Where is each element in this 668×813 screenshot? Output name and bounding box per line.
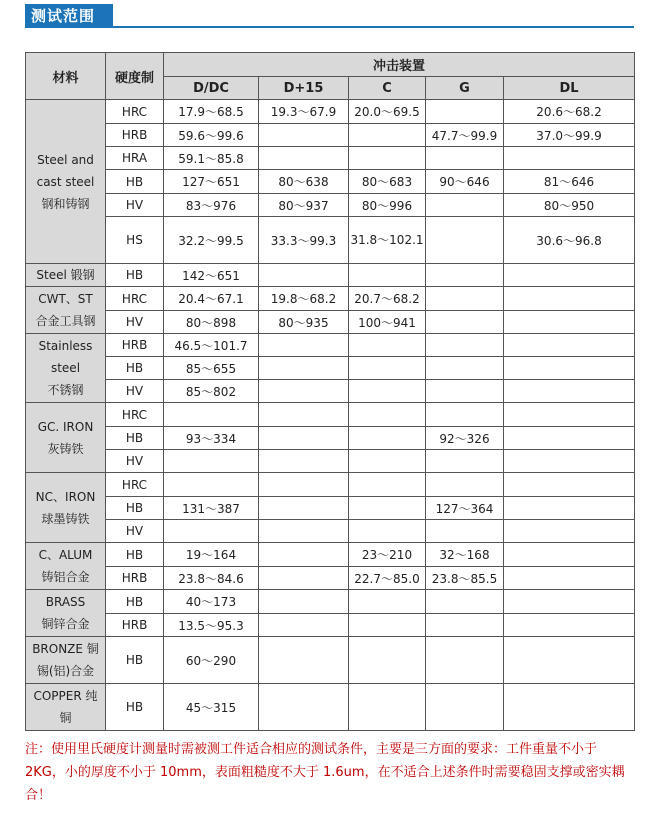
range-cell-c: 80～996: [349, 194, 426, 217]
range-cell-d-dc: [164, 403, 259, 427]
range-cell-dl: [504, 287, 635, 311]
range-cell-d-dc: 85～802: [164, 380, 259, 403]
range-cell-dl: [504, 427, 635, 450]
material-label: Stainless: [38, 339, 93, 353]
range-cell-c: 100～941: [349, 311, 426, 334]
hardness-scale-cell: HB: [106, 590, 164, 614]
range-cell-d15: 19.8～68.2: [259, 287, 349, 311]
range-cell-d-dc: 93～334: [164, 427, 259, 450]
material-label: COPPER 纯: [33, 689, 98, 703]
material-cell: [26, 473, 106, 543]
range-cell-dl: 20.6～68.2: [504, 100, 635, 124]
hardness-scale-cell: HRB: [106, 334, 164, 357]
range-cell-g: [426, 311, 504, 334]
range-cell-g: [426, 590, 504, 614]
range-cell-dl: [504, 311, 635, 334]
material-label: 合金工具钢: [35, 314, 96, 328]
range-cell-c: 22.7～85.0: [349, 567, 426, 590]
range-cell-d-dc: 19～164: [164, 543, 259, 567]
table-body: [26, 100, 635, 731]
range-cell-d-dc: 142～651: [164, 264, 259, 287]
table-row: [26, 450, 635, 473]
hardness-scale-cell: HB: [106, 543, 164, 567]
range-cell-c: [349, 427, 426, 450]
range-cell-c: [349, 614, 426, 637]
material-cell: [26, 684, 106, 731]
range-cell-d15: [259, 543, 349, 567]
range-cell-d-dc: 32.2～99.5: [164, 217, 259, 264]
range-cell-c: [349, 450, 426, 473]
header-device-c: C: [349, 77, 426, 100]
material-cell: [26, 590, 106, 637]
range-cell-d-dc: 13.5～95.3: [164, 614, 259, 637]
material-cell: [26, 100, 106, 264]
range-cell-g: [426, 287, 504, 311]
range-cell-d15: [259, 147, 349, 170]
range-cell-dl: [504, 264, 635, 287]
range-cell-d15: [259, 637, 349, 684]
material-cell: [26, 543, 106, 590]
table-row: [26, 217, 635, 264]
material-cell: [26, 264, 106, 287]
range-cell-c: [349, 684, 426, 731]
header-device-d-dc: D/DC: [164, 77, 259, 100]
range-cell-g: [426, 264, 504, 287]
material-cell: [26, 287, 106, 334]
hardness-scale-cell: HB: [106, 264, 164, 287]
range-cell-dl: [504, 520, 635, 543]
table-row: [26, 264, 635, 287]
hardness-scale-cell: HV: [106, 194, 164, 217]
range-cell-dl: [504, 403, 635, 427]
range-cell-d-dc: 60～290: [164, 637, 259, 684]
range-cell-g: [426, 403, 504, 427]
range-cell-d15: [259, 427, 349, 450]
range-cell-c: [349, 147, 426, 170]
header-material: 材料: [26, 53, 106, 100]
header-device-d15: D+15: [259, 77, 349, 100]
range-cell-dl: [504, 684, 635, 731]
range-cell-d-dc: 45～315: [164, 684, 259, 731]
range-cell-g: [426, 637, 504, 684]
range-cell-d15: 19.3～67.9: [259, 100, 349, 124]
table-row: [26, 170, 635, 194]
range-cell-g: 92～326: [426, 427, 504, 450]
range-cell-d-dc: 80～898: [164, 311, 259, 334]
material-label: cast steel: [36, 174, 95, 189]
range-cell-d-dc: [164, 450, 259, 473]
range-cell-dl: [504, 590, 635, 614]
material-cell: [26, 403, 106, 473]
material-label: 钢和铸钢: [41, 196, 90, 211]
range-cell-c: [349, 637, 426, 684]
hardness-scale-cell: HB: [106, 427, 164, 450]
section-title: 测试范围: [25, 4, 113, 28]
range-cell-dl: [504, 497, 635, 520]
range-cell-d-dc: 46.5～101.7: [164, 334, 259, 357]
hardness-range-table: [25, 52, 635, 731]
hardness-scale-cell: HV: [106, 520, 164, 543]
material-label: 铜锌合金: [41, 617, 90, 631]
range-cell-dl: 80～950: [504, 194, 635, 217]
hardness-scale-cell: HRC: [106, 287, 164, 311]
hardness-scale-cell: HS: [106, 217, 164, 264]
range-cell-g: [426, 473, 504, 497]
material-label: CWT、ST: [38, 292, 93, 306]
table-row: [26, 357, 635, 380]
range-cell-d15: [259, 590, 349, 614]
hardness-scale-cell: HV: [106, 311, 164, 334]
range-cell-d15: [259, 497, 349, 520]
header-impact-device: 冲击装置: [164, 53, 635, 77]
range-cell-dl: [504, 637, 635, 684]
material-label: C、ALUM: [38, 548, 93, 562]
range-cell-g: [426, 147, 504, 170]
range-cell-g: [426, 450, 504, 473]
hardness-scale-cell: HB: [106, 637, 164, 684]
range-cell-d15: [259, 357, 349, 380]
range-cell-dl: [504, 473, 635, 497]
range-cell-c: 80～683: [349, 170, 426, 194]
range-cell-dl: [504, 450, 635, 473]
material-label: 铜: [59, 711, 72, 725]
material-label: 灰铸铁: [47, 441, 84, 456]
table-row: [26, 403, 635, 427]
range-cell-d15: [259, 473, 349, 497]
range-cell-d15: 80～638: [259, 170, 349, 194]
range-cell-g: 127～364: [426, 497, 504, 520]
range-cell-c: [349, 124, 426, 147]
range-cell-d-dc: 40～173: [164, 590, 259, 614]
range-cell-c: 20.7～68.2: [349, 287, 426, 311]
material-label: BRASS: [45, 595, 86, 609]
material-label: BRONZE 铜: [32, 642, 99, 656]
table-row: [26, 473, 635, 497]
table-row: [26, 100, 635, 124]
hardness-scale-cell: HV: [106, 450, 164, 473]
range-cell-c: [349, 264, 426, 287]
range-cell-g: 32～168: [426, 543, 504, 567]
range-cell-d15: [259, 684, 349, 731]
range-cell-d15: [259, 124, 349, 147]
table-row: [26, 520, 635, 543]
range-cell-d-dc: 59.1～85.8: [164, 147, 259, 170]
range-cell-c: [349, 403, 426, 427]
table-row: [26, 334, 635, 357]
range-cell-c: [349, 590, 426, 614]
range-cell-g: [426, 614, 504, 637]
section-divider: [25, 26, 634, 28]
range-cell-g: [426, 684, 504, 731]
usage-note: 注：使用里氏硬度计测量时需被测工件适合相应的测试条件，主要是三方面的要求：工件重量不小于 2KG，小的厚度不小于 10mm，表面粗糙度不大于 1.6um，在不适合上述条件时需要稳固支撑或密实耦合！: [25, 742, 625, 803]
range-cell-c: 23～210: [349, 543, 426, 567]
hardness-scale-cell: HRA: [106, 147, 164, 170]
range-cell-d-dc: [164, 473, 259, 497]
table-row: [26, 311, 635, 334]
range-cell-d-dc: 59.6～99.6: [164, 124, 259, 147]
range-cell-dl: [504, 357, 635, 380]
material-label: NC、IRON: [35, 489, 96, 504]
table-row: [26, 124, 635, 147]
range-cell-dl: 37.0～99.9: [504, 124, 635, 147]
range-cell-d15: [259, 380, 349, 403]
table-row: [26, 637, 635, 684]
hardness-scale-cell: HRB: [106, 614, 164, 637]
hardness-scale-cell: HRC: [106, 100, 164, 124]
range-cell-d-dc: 83～976: [164, 194, 259, 217]
material-label: Steel 锻钢: [36, 268, 95, 282]
range-cell-dl: 81～646: [504, 170, 635, 194]
range-cell-g: 23.8～85.5: [426, 567, 504, 590]
range-cell-c: [349, 380, 426, 403]
range-cell-d-dc: 131～387: [164, 497, 259, 520]
range-cell-c: [349, 473, 426, 497]
range-cell-dl: [504, 543, 635, 567]
table-row: [26, 590, 635, 614]
table-row: [26, 147, 635, 170]
range-cell-g: [426, 194, 504, 217]
hardness-scale-cell: HRB: [106, 567, 164, 590]
header-device-g: G: [426, 77, 504, 100]
range-cell-d15: 80～937: [259, 194, 349, 217]
hardness-scale-cell: HRC: [106, 473, 164, 497]
range-cell-g: [426, 380, 504, 403]
range-cell-d15: [259, 520, 349, 543]
table-row: [26, 543, 635, 567]
range-cell-d15: [259, 264, 349, 287]
range-cell-d15: 80～935: [259, 311, 349, 334]
range-cell-c: [349, 334, 426, 357]
range-cell-d15: [259, 614, 349, 637]
range-cell-g: [426, 334, 504, 357]
range-cell-dl: [504, 147, 635, 170]
table-row: [26, 427, 635, 450]
range-cell-d-dc: 127～651: [164, 170, 259, 194]
range-cell-d15: [259, 450, 349, 473]
range-cell-dl: [504, 380, 635, 403]
range-cell-g: 90～646: [426, 170, 504, 194]
range-cell-dl: [504, 334, 635, 357]
range-cell-dl: [504, 614, 635, 637]
range-cell-g: [426, 100, 504, 124]
hardness-scale-cell: HRC: [106, 403, 164, 427]
table-row: [26, 614, 635, 637]
range-cell-g: 47.7～99.9: [426, 124, 504, 147]
material-label: 球墨铸铁: [41, 511, 90, 526]
table-row: [26, 497, 635, 520]
hardness-scale-cell: HV: [106, 380, 164, 403]
table-row: [26, 380, 635, 403]
range-cell-d-dc: 17.9～68.5: [164, 100, 259, 124]
range-cell-c: [349, 357, 426, 380]
material-label: 铸铝合金: [41, 570, 90, 584]
table-row: [26, 684, 635, 731]
range-cell-c: 31.8～102.1: [349, 217, 426, 264]
range-cell-g: [426, 217, 504, 264]
hardness-scale-cell: HRB: [106, 124, 164, 147]
material-label: GC. IRON: [37, 419, 94, 434]
range-cell-c: 20.0～69.5: [349, 100, 426, 124]
range-cell-c: [349, 497, 426, 520]
header-hardness-scale: 硬度制: [106, 53, 164, 100]
material-cell: [26, 637, 106, 684]
material-label: Steel and: [37, 152, 94, 167]
range-cell-dl: 30.6～96.8: [504, 217, 635, 264]
material-label: 锡(铝)合金: [36, 664, 95, 678]
range-cell-d15: 33.3～99.3: [259, 217, 349, 264]
range-cell-d15: [259, 334, 349, 357]
hardness-scale-cell: HB: [106, 684, 164, 731]
range-cell-d-dc: 85～655: [164, 357, 259, 380]
range-cell-d15: [259, 567, 349, 590]
range-cell-c: [349, 520, 426, 543]
range-cell-g: [426, 520, 504, 543]
material-label: steel: [50, 361, 81, 375]
hardness-scale-cell: HB: [106, 357, 164, 380]
table-row: [26, 567, 635, 590]
hardness-scale-cell: HB: [106, 170, 164, 194]
material-label: 不锈钢: [47, 383, 84, 397]
range-cell-d-dc: 20.4～67.1: [164, 287, 259, 311]
header-device-dl: DL: [504, 77, 635, 100]
range-cell-d15: [259, 403, 349, 427]
range-cell-d-dc: 23.8～84.6: [164, 567, 259, 590]
material-cell: [26, 334, 106, 403]
range-cell-d-dc: [164, 520, 259, 543]
table-row: [26, 194, 635, 217]
hardness-scale-cell: HB: [106, 497, 164, 520]
range-cell-dl: [504, 567, 635, 590]
table-row: [26, 287, 635, 311]
range-cell-g: [426, 357, 504, 380]
